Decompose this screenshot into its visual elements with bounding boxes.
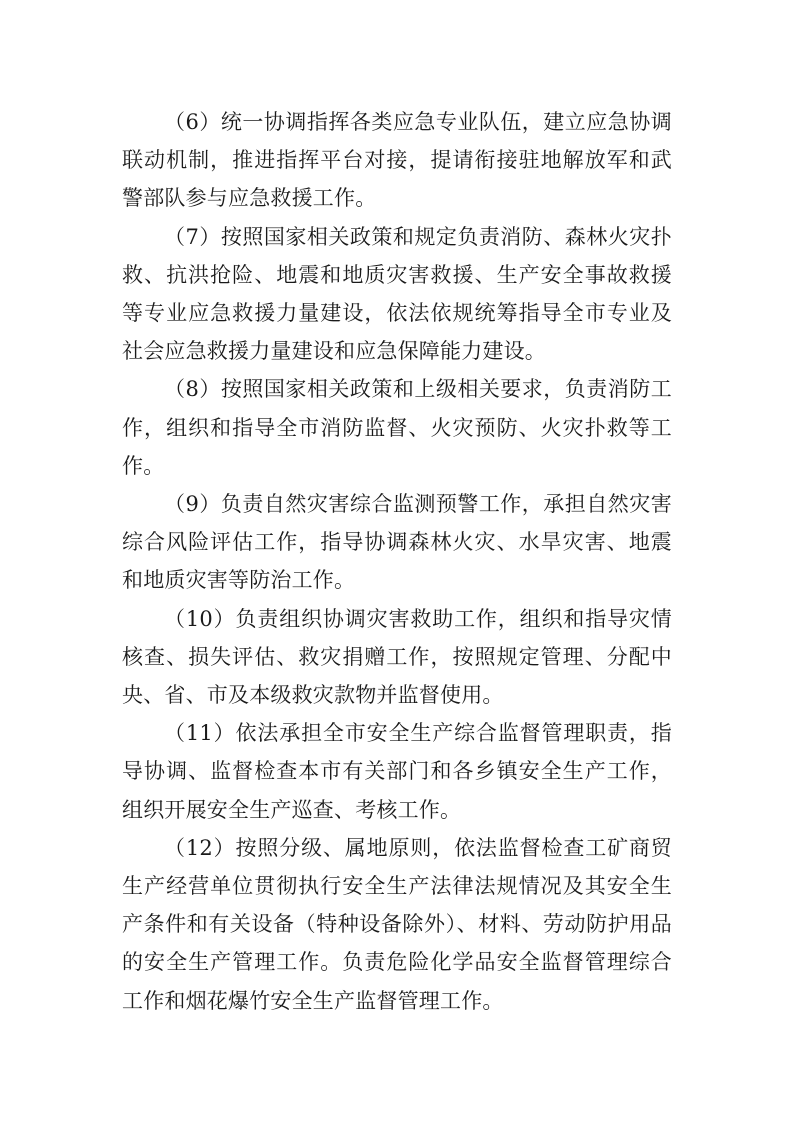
- paragraph-item-9: （9）负责自然灾害综合监测预警工作，承担自然灾害综合风险评估工作，指导协调森林火灾、水旱灾害、地震和地质灾害等防治工作。: [122, 492, 672, 593]
- paragraph-item-8: （8）按照国家相关政策和上级相关要求，负责消防工作，组织和指导全市消防监督、火灾预防、火灾扑救等工作。: [122, 377, 672, 478]
- paragraph-item-12: （12）按照分级、属地原则，依法监督检查工矿商贸生产经营单位贯彻执行安全生产法律法规情况及其安全生产条件和有关设备（特种设备除外）、材料、劳动防护用品的安全生产管理工作。负责危险化学品安全监督管理综合工作和烟花爆竹安全生产监督管理工作。: [122, 835, 672, 1013]
- paragraph-item-10: （10）负责组织协调灾害救助工作，组织和指导灾情核查、损失评估、救灾捐赠工作，按照规定管理、分配中央、省、市及本级救灾款物并监督使用。: [122, 606, 672, 708]
- document-body: [122, 103, 672, 1020]
- paragraph-item-7: （7）按照国家相关政策和规定负责消防、森林火灾扑救、抗洪抢险、地震和地质灾害救援、生产安全事故救援等专业应急救援力量建设，依法依规统筹指导全市专业及社会应急救援力量建设和应急保障能力建设。: [122, 224, 672, 364]
- paragraph-item-6: （6）统一协调指挥各类应急专业队伍，建立应急协调联动机制，推进指挥平台对接，提请衔接驻地解放军和武警部队参与应急救援工作。: [122, 110, 672, 211]
- paragraph-item-11: （11）依法承担全市安全生产综合监督管理职责，指导协调、监督检查本市有关部门和各乡镇安全生产工作，组织开展安全生产巡查、考核工作。: [122, 721, 672, 822]
